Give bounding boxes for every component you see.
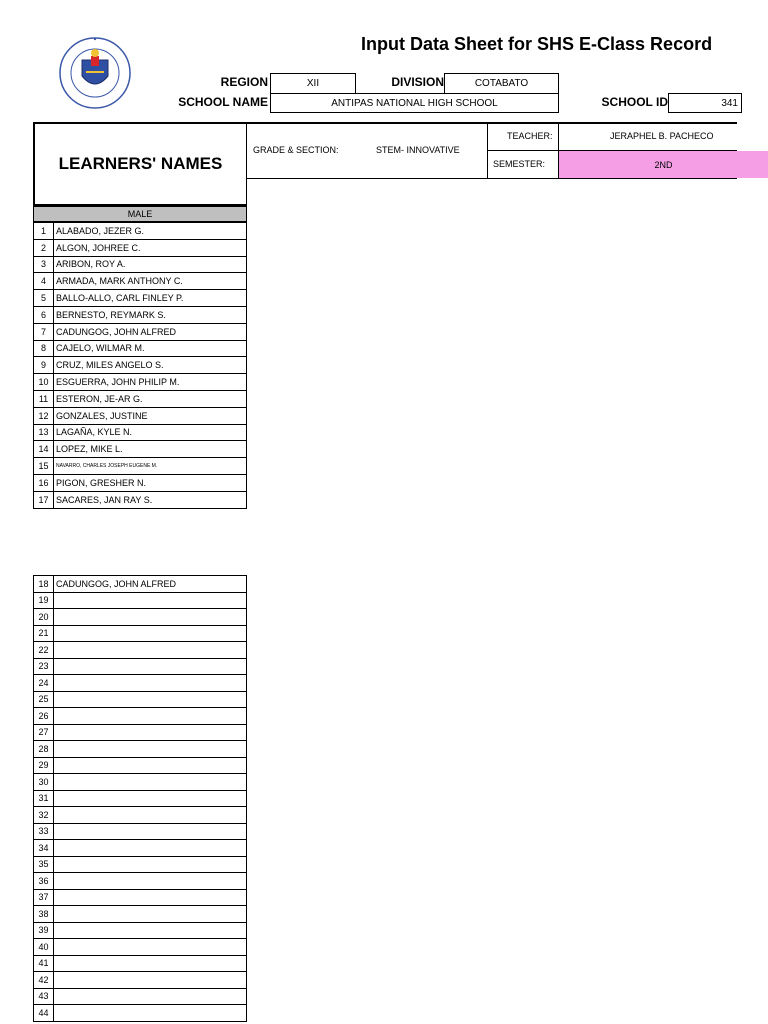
table-row	[34, 340, 247, 357]
row-number: 24	[34, 675, 54, 692]
row-number: 39	[34, 922, 54, 939]
table-row	[34, 576, 247, 593]
table-row	[34, 955, 247, 972]
table-row	[34, 988, 247, 1005]
table-row	[34, 922, 247, 939]
row-number: 40	[34, 939, 54, 956]
row-number: 12	[34, 407, 54, 424]
learner-name-cell[interactable]	[54, 708, 247, 725]
row-number: 3	[34, 256, 54, 273]
region-label: REGION	[220, 75, 268, 89]
table-row	[34, 889, 247, 906]
learner-name-cell[interactable]	[54, 922, 247, 939]
table-row	[34, 625, 247, 642]
learner-name-cell[interactable]	[54, 757, 247, 774]
row-number: 2	[34, 239, 54, 256]
learner-name-cell[interactable]: SACARES, JAN RAY S.	[54, 491, 247, 508]
row-number: 38	[34, 906, 54, 923]
learner-name-cell[interactable]	[54, 774, 247, 791]
learner-name-cell[interactable]	[54, 856, 247, 873]
learner-name-cell[interactable]: LAGAÑA, KYLE N.	[54, 424, 247, 441]
table-row	[34, 273, 247, 290]
info-top-border	[247, 122, 737, 124]
table-row	[34, 939, 247, 956]
row-number: 14	[34, 441, 54, 458]
table-row	[34, 474, 247, 491]
table-row	[34, 807, 247, 824]
learners-names-label: LEARNERS' NAMES	[58, 154, 223, 173]
table-row	[34, 774, 247, 791]
division-field[interactable]: COTABATO	[444, 73, 559, 94]
learner-name-cell[interactable]	[54, 889, 247, 906]
table-row	[34, 609, 247, 626]
table-row	[34, 856, 247, 873]
sheet-title: Input Data Sheet for SHS E-Class Record	[361, 34, 713, 54]
learner-name-cell[interactable]	[54, 823, 247, 840]
table-row	[34, 691, 247, 708]
learner-name-cell[interactable]	[54, 939, 247, 956]
learner-name-cell[interactable]: BERNESTO, REYMARK S.	[54, 306, 247, 323]
table-row	[34, 290, 247, 307]
table-row	[34, 972, 247, 989]
learner-name-cell[interactable]	[54, 1005, 247, 1022]
row-number: 29	[34, 757, 54, 774]
table-row	[34, 407, 247, 424]
learner-name-cell[interactable]: CADUNGOG, JOHN ALFRED	[54, 576, 247, 593]
table-row	[34, 873, 247, 890]
table-row	[34, 741, 247, 758]
table-row	[34, 491, 247, 508]
table-row	[34, 790, 247, 807]
info-bottom-border	[247, 178, 737, 179]
learner-name-cell[interactable]	[54, 625, 247, 642]
semester-label: SEMESTER:	[493, 159, 546, 169]
school-name-label: SCHOOL NAME	[178, 95, 268, 109]
learner-name-cell[interactable]: ESGUERRA, JOHN PHILIP M.	[54, 374, 247, 391]
learner-name-cell[interactable]: ALGON, JOHREE C.	[54, 239, 247, 256]
table-row	[34, 424, 247, 441]
table-row	[34, 357, 247, 374]
learner-name-cell[interactable]	[54, 790, 247, 807]
learner-name-cell[interactable]	[54, 609, 247, 626]
row-number: 36	[34, 873, 54, 890]
row-number: 34	[34, 840, 54, 857]
table-row	[34, 592, 247, 609]
row-number: 41	[34, 955, 54, 972]
school-name-field[interactable]: ANTIPAS NATIONAL HIGH SCHOOL	[270, 93, 559, 113]
row-number: 15	[34, 458, 54, 475]
row-number: 4	[34, 273, 54, 290]
row-number: 21	[34, 625, 54, 642]
row-number: 5	[34, 290, 54, 307]
learner-name-cell[interactable]	[54, 840, 247, 857]
row-number: 20	[34, 609, 54, 626]
row-number: 9	[34, 357, 54, 374]
row-number: 25	[34, 691, 54, 708]
learner-name-cell[interactable]	[54, 741, 247, 758]
learner-name-cell[interactable]: GONZALES, JUSTINE	[54, 407, 247, 424]
table-row	[34, 823, 247, 840]
row-number: 13	[34, 424, 54, 441]
row-number: 44	[34, 1005, 54, 1022]
table-row	[34, 642, 247, 659]
learner-name-cell[interactable]	[54, 873, 247, 890]
division-label: DIVISION	[391, 75, 444, 89]
table-row	[34, 458, 247, 475]
learner-name-cell[interactable]: NAVARRO, CHARLES JOSEPH EUGENE M.	[54, 458, 247, 475]
region-field[interactable]: XII	[270, 73, 356, 94]
learner-name-cell[interactable]: CADUNGOG, JOHN ALFRED	[54, 323, 247, 340]
learner-name-cell[interactable]: CRUZ, MILES ANGELO S.	[54, 357, 247, 374]
table-row	[34, 256, 247, 273]
learner-name-cell[interactable]	[54, 807, 247, 824]
table-row	[34, 223, 247, 240]
row-number: 31	[34, 790, 54, 807]
row-number: 42	[34, 972, 54, 989]
table-row	[34, 239, 247, 256]
row-number: 30	[34, 774, 54, 791]
table-row	[34, 1005, 247, 1022]
row-number: 22	[34, 642, 54, 659]
learners-names-heading	[33, 122, 247, 206]
row-number: 43	[34, 988, 54, 1005]
row-number: 6	[34, 306, 54, 323]
row-number: 37	[34, 889, 54, 906]
learner-name-cell[interactable]	[54, 642, 247, 659]
learner-name-cell[interactable]: LOPEZ, MIKE L.	[54, 441, 247, 458]
row-number: 18	[34, 576, 54, 593]
male-header: MALE	[33, 206, 247, 222]
learner-name-cell[interactable]	[54, 988, 247, 1005]
table-row	[34, 374, 247, 391]
deped-seal-icon	[52, 36, 138, 110]
table-row	[34, 840, 247, 857]
row-number: 33	[34, 823, 54, 840]
row-number: 26	[34, 708, 54, 725]
learner-name-cell[interactable]	[54, 955, 247, 972]
table-row	[34, 906, 247, 923]
row-number: 28	[34, 741, 54, 758]
teacher-label: TEACHER:	[507, 131, 553, 141]
table-row	[34, 708, 247, 725]
learner-name-cell[interactable]	[54, 724, 247, 741]
row-number: 16	[34, 474, 54, 491]
learner-name-cell[interactable]: ESTERON, JE-AR G.	[54, 390, 247, 407]
row-number: 8	[34, 340, 54, 357]
grade-section-label: GRADE & SECTION:	[253, 145, 339, 155]
semester-value: 2ND	[654, 159, 673, 170]
semester-field[interactable]	[559, 151, 768, 178]
row-number: 7	[34, 323, 54, 340]
learner-name-cell[interactable]: ALABADO, JEZER G.	[54, 223, 247, 240]
learner-name-cell[interactable]: BALLO-ALLO, CARL FINLEY P.	[54, 290, 247, 307]
table-row	[34, 323, 247, 340]
table-row	[34, 390, 247, 407]
table-row	[34, 441, 247, 458]
row-number: 23	[34, 658, 54, 675]
learner-name-cell[interactable]	[54, 972, 247, 989]
row-number: 32	[34, 807, 54, 824]
row-number: 10	[34, 374, 54, 391]
row-number: 19	[34, 592, 54, 609]
school-id-label: SCHOOL ID	[601, 95, 668, 109]
teacher-value[interactable]: JERAPHEL B. PACHECO	[610, 131, 714, 141]
table-row	[34, 757, 247, 774]
table-row	[34, 306, 247, 323]
row-number: 27	[34, 724, 54, 741]
table-row	[34, 658, 247, 675]
male-learners-table	[33, 222, 247, 509]
row-number: 1	[34, 223, 54, 240]
learner-name-cell[interactable]: CAJELO, WILMAR M.	[54, 340, 247, 357]
grade-section-value[interactable]: STEM- INNOVATIVE	[376, 145, 460, 155]
school-id-field[interactable]: 341	[668, 93, 742, 113]
learner-name-cell[interactable]	[54, 691, 247, 708]
table-row	[34, 675, 247, 692]
learner-name-cell[interactable]	[54, 906, 247, 923]
row-number: 35	[34, 856, 54, 873]
learner-name-cell[interactable]	[54, 658, 247, 675]
row-number: 17	[34, 491, 54, 508]
learner-name-cell[interactable]: ARIBON, ROY A.	[54, 256, 247, 273]
learner-name-cell[interactable]: ARMADA, MARK ANTHONY C.	[54, 273, 247, 290]
row-number: 11	[34, 390, 54, 407]
learner-name-cell[interactable]	[54, 592, 247, 609]
learner-name-cell[interactable]	[54, 675, 247, 692]
table-row	[34, 724, 247, 741]
additional-learners-table	[33, 575, 247, 1022]
learner-name-cell[interactable]: PIGON, GRESHER N.	[54, 474, 247, 491]
